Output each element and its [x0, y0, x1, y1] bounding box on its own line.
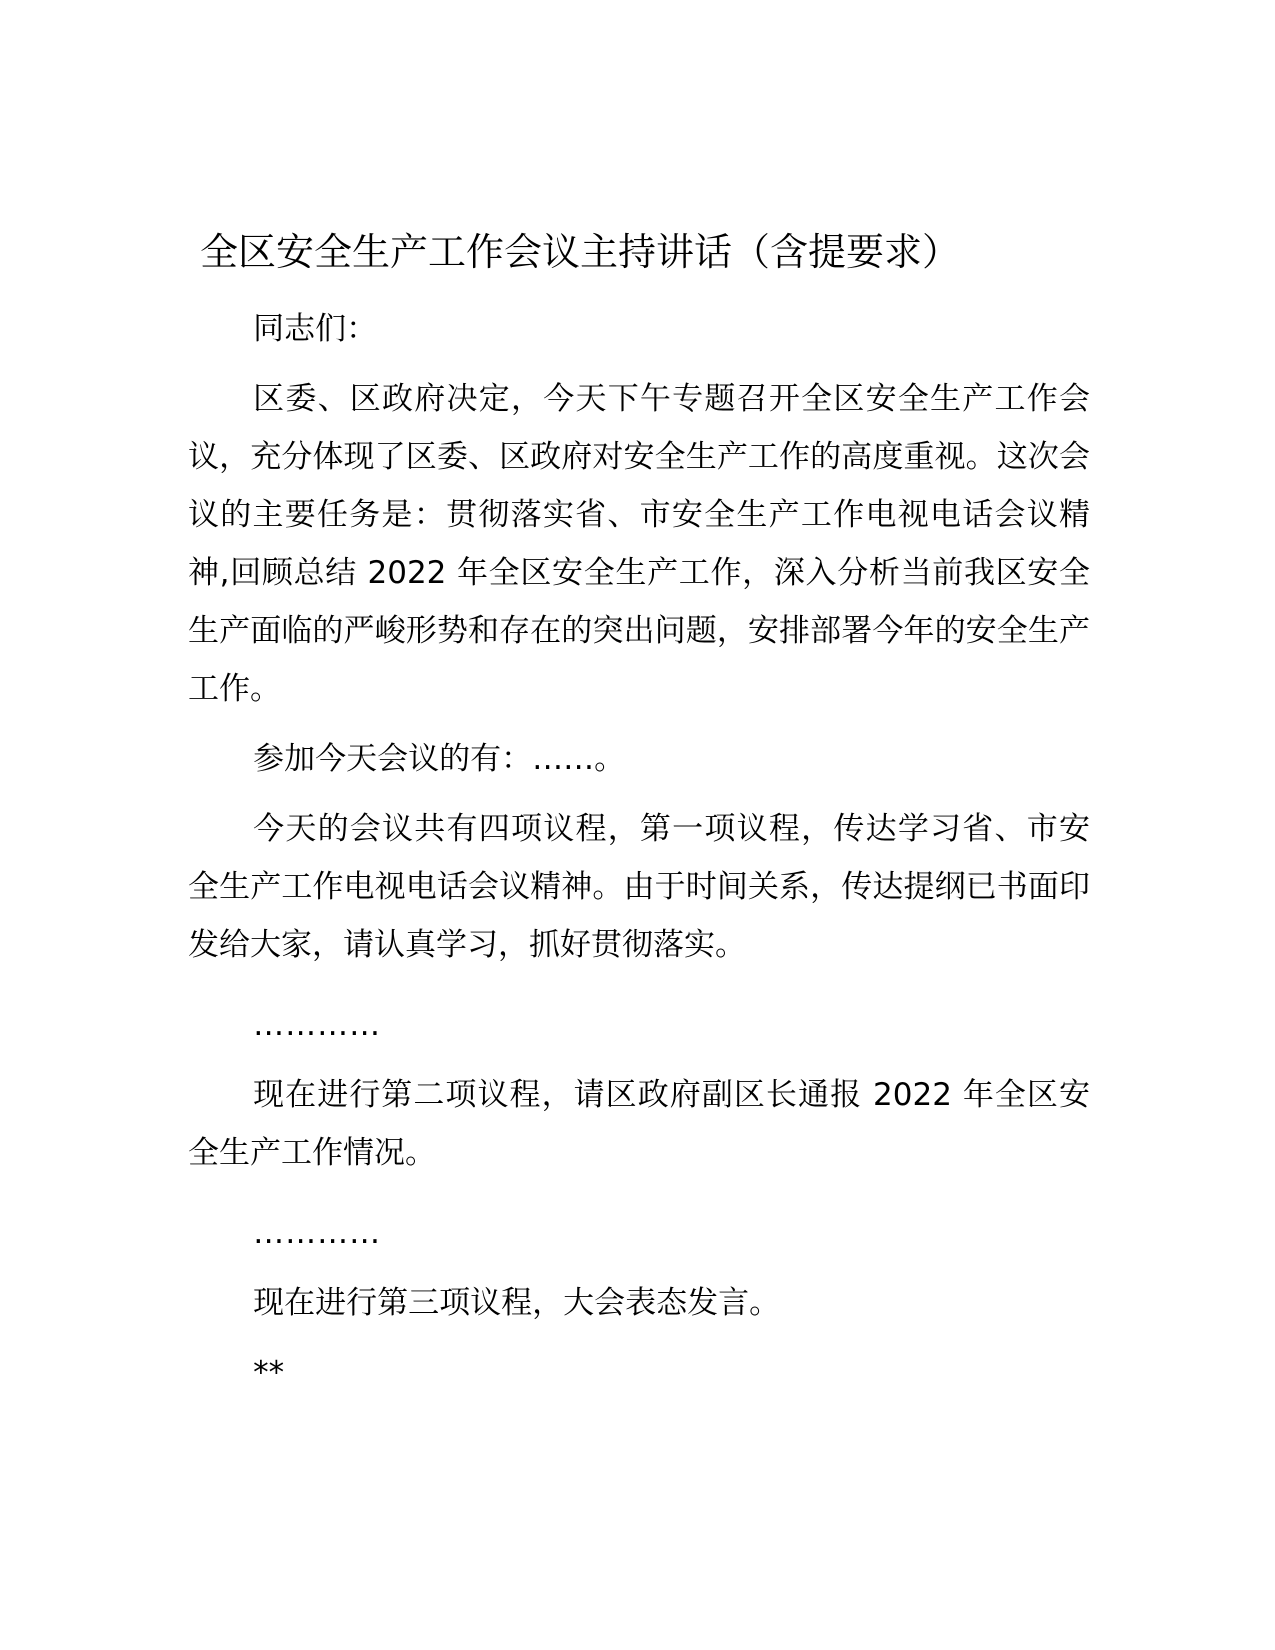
paragraph-agenda-item-2: 现在进行第二项议程，请区政府副区长通报 2022 年全区安全生产工作情况。 [188, 1077, 1090, 1171]
ellipsis-separator: ………… [253, 1007, 382, 1043]
paragraph-placeholder-asterisks: ** [253, 1355, 285, 1391]
document-title: 全区安全生产工作会议主持讲话（含提要求） [200, 230, 961, 274]
paragraph-agenda-item-3: 现在进行第三项议程，大会表态发言。 [253, 1285, 781, 1321]
document-body [188, 300, 1090, 1414]
ellipsis-separator: ………… [253, 1215, 382, 1251]
paragraph-attendees: 参加今天会议的有：……。 [253, 741, 626, 777]
salutation: 同志们： [253, 311, 378, 347]
paragraph-meeting-purpose: 区委、区政府决定，今天下午专题召开全区安全生产工作会议，充分体现了区委、区政府对安全生产工作的高度重视。这次会议的主要任务是：贯彻落实省、市安全生产工作电视电话会议精神,回顾总结 2022 年全区安全生产工作，深入分析当前我区安全生产面临的严峻形势和存在的突出问题，安排部署今年的安全生产工作。 [188, 381, 1090, 707]
paragraph-agenda-item-1: 今天的会议共有四项议程，第一项议程，传达学习省、市安全生产工作电视电话会议精神。由于时间关系，传达提纲已书面印发给大家，请认真学习，抓好贯彻落实。 [188, 811, 1090, 963]
